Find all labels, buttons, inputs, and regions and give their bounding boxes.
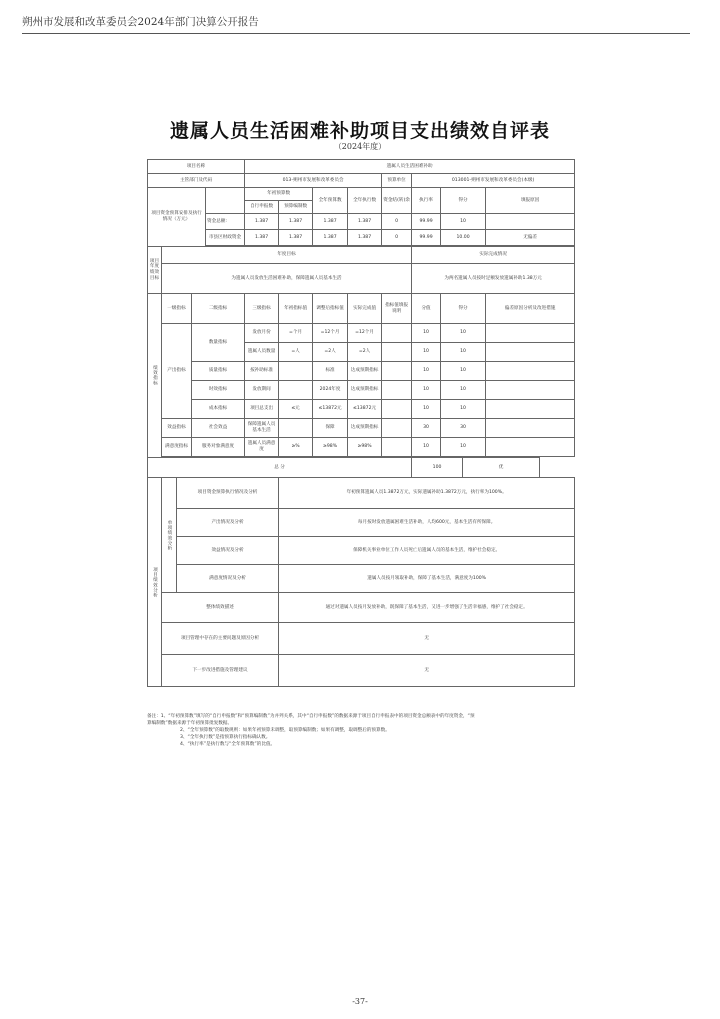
note-1: 备注：1、“年初预算数”填写的“自行申报数”和“预算编制数”为并列关系，其中“自行申报数”的数据来源于项目自行申报表中的项目资金总额表中的年度资金，“预 [147, 714, 475, 719]
ind-row-c10 [486, 400, 575, 419]
funds-total-score: 10 [441, 214, 486, 230]
ind-row-c7 [382, 438, 412, 457]
funds-city-score: 10.00 [441, 230, 486, 246]
ind-row-c3: 遗属人员满意度 [245, 438, 279, 457]
problems-label: 项目管理中存在的主要问题及原因分析 [162, 623, 279, 655]
ind-row-c2: 时效指标 [192, 381, 245, 400]
goals-actual-header: 实际完成情况 [412, 247, 575, 264]
ind-row-c4 [279, 419, 313, 438]
ind-row-c8: 30 [412, 419, 441, 438]
analysis-row-text: 遗属人员按月领取补助，保障了基本生活，满意度为100% [279, 565, 575, 593]
ind-row-c10 [486, 324, 575, 343]
funds-city-rate: 99.99 [412, 230, 441, 246]
ind-row-c9: 10 [441, 400, 486, 419]
table-notes [147, 713, 574, 749]
ind-row-c8: 10 [412, 438, 441, 457]
total-score-label: 总 分 [148, 458, 412, 478]
ind-row-c8: 10 [412, 343, 441, 362]
funds-total-balance: 0 [382, 214, 412, 230]
ind-row-c10 [486, 438, 575, 457]
ind-row-c4: =个月 [279, 324, 313, 343]
ind-row-c7 [382, 400, 412, 419]
total-score-value: 100 [412, 458, 463, 478]
funds-total-status [486, 214, 575, 230]
ind-row-c5: =2人 [313, 343, 348, 362]
unit-label: 预算单位 [382, 174, 412, 188]
project-name-value: 遗属人员生活困难补助 [245, 160, 575, 174]
doc-year: （2024年度） [333, 142, 387, 151]
hdr-adjusted-value: 调整后指标值 [313, 294, 348, 324]
header-rule [22, 33, 690, 34]
funds-score-label: 得分 [441, 188, 486, 214]
ind-row-c3: 按补助标准 [245, 362, 279, 381]
overall-text: 通过对遗属人员按月发放补助，既保障了基本生活，又进一步增强了生活幸福感，维护了社会稳定。 [279, 593, 575, 623]
ind-row-c5: ≤13872元 [313, 400, 348, 419]
total-score-remark: 优 [463, 458, 540, 478]
note-1b: 算编制数”数据来源于年初预算批复数据。 [147, 721, 233, 727]
balance-label: 资金结(转)余 [382, 188, 412, 214]
ind-row-c6: =2人 [348, 343, 382, 362]
effect-indicator-label: 效益指标 [162, 419, 192, 438]
ind-row-c4: ≥% [279, 438, 313, 457]
ind-row-c4 [279, 381, 313, 400]
hdr-level2: 二级指标 [192, 294, 245, 324]
funds-city-approved: 1.387 [279, 230, 313, 246]
ind-row-c8: 10 [412, 400, 441, 419]
self-declared-label: 自行申报数 [245, 201, 279, 214]
ind-row-c9: 10 [441, 343, 486, 362]
ind-row-c3: 发放期间 [245, 381, 279, 400]
ind-row-c9: 10 [441, 381, 486, 400]
output-indicator-label: 产出指标 [162, 324, 192, 419]
evaluation-table [147, 159, 575, 687]
ind-row-c8: 10 [412, 381, 441, 400]
funds-city-balance: 0 [382, 230, 412, 246]
analysis-side-label: 项目绩效分析 [148, 478, 162, 687]
ind-row-c3: 发放月份 [245, 324, 279, 343]
running-header: 朔州市发展和改革委员会2024年部门决算公开报告 [22, 16, 259, 28]
ind-row-c6: =12个月 [348, 324, 382, 343]
hdr-deviation: 偏差原因分析及改进措施 [486, 294, 575, 324]
hdr-level1: 一级指标 [162, 294, 192, 324]
ind-row-c6: 达成预期指标 [348, 362, 382, 381]
goals-actual-text: 为两名遗属人员按时足额发放遗属补助1.38万元 [412, 264, 575, 294]
satisfaction-indicator-label: 满意度指标 [162, 438, 192, 457]
ind-row-c9: 10 [441, 362, 486, 381]
hdr-weight: 分值 [412, 294, 441, 324]
approved-label: 预算编制数 [279, 201, 313, 214]
ind-row-c5: =12个月 [313, 324, 348, 343]
funds-blank [206, 188, 245, 214]
goals-target-header: 年度目标 [162, 247, 412, 264]
funds-city-name: 市县区财政资金 [206, 230, 245, 246]
funds-total-self: 1.387 [245, 214, 279, 230]
note-3: 3、“全年执行数”是指预算执行指标确认数。 [180, 735, 271, 741]
exec-rate-label: 执行率 [412, 188, 441, 214]
funds-group-label: 项目资金预算安排及执行情况（万元） [148, 188, 206, 247]
hdr-actual-value: 实际完成值 [348, 294, 382, 324]
ind-row-c4: =人 [279, 343, 313, 362]
ind-row-c6: ≤13872元 [348, 400, 382, 419]
ind-row-c3: 保障遗属人员基本生活 [245, 419, 279, 438]
funds-city-annual: 1.387 [313, 230, 348, 246]
ind-row-c9: 10 [441, 438, 486, 457]
analysis-row-label: 满意度情况及分析 [177, 565, 279, 593]
ind-row-c7 [382, 419, 412, 438]
ind-row-c10 [486, 343, 575, 362]
ind-row-c4 [279, 362, 313, 381]
note-2: 2、“全年预算数”的取数规则：如果年初预算未调整，取预算编制数；如果有调整，取调整后的预算数。 [180, 728, 390, 734]
ind-row-c8: 10 [412, 324, 441, 343]
overall-label: 整体绩效描述 [162, 593, 279, 623]
ind-row-c9: 10 [441, 324, 486, 343]
quantity-indicator-label: 数量指标 [192, 324, 245, 362]
ind-row-c2: 质量指标 [192, 362, 245, 381]
problems-text: 无 [279, 623, 575, 655]
ind-row-c6: 达成预期指标 [348, 419, 382, 438]
funds-total-exec: 1.387 [348, 214, 382, 230]
hdr-score: 得分 [441, 294, 486, 324]
funds-city-self: 1.387 [245, 230, 279, 246]
ind-row-c5: ≥98% [313, 438, 348, 457]
ind-row-c10 [486, 362, 575, 381]
analysis-row-label: 效益情况及分析 [177, 537, 279, 565]
project-name-label: 项目名称 [148, 160, 245, 174]
ind-row-c3: 遗属人员数量 [245, 343, 279, 362]
ind-row-c10 [486, 381, 575, 400]
ind-row-c5: 保障 [313, 419, 348, 438]
goals-side-label: 项目年度绩效目标 [148, 247, 162, 294]
analysis-row-text: 保障机关事业单位工作人员死亡后遗属人员的基本生活，维护社会稳定。 [279, 537, 575, 565]
note-4: 4、“执行率”是执行数与“全年预算数”的比值。 [180, 742, 276, 748]
funds-total-name: 资金总额: [206, 214, 245, 230]
ind-row-c3: 项目总支出 [245, 400, 279, 419]
ind-row-c7 [382, 362, 412, 381]
next-steps-label: 下一步改进措施及管理建议 [162, 655, 279, 687]
annual-budget-label: 全年预算数 [313, 188, 348, 214]
ind-row-c7 [382, 324, 412, 343]
indicators-side-label: 绩效指标 [148, 294, 162, 458]
ind-row-c2: 成本指标 [192, 400, 245, 419]
ind-row-c5: 标准 [313, 362, 348, 381]
dept-value: 013-朔州市发展和改革委员会 [245, 174, 382, 188]
funds-total-rate: 99.99 [412, 214, 441, 230]
unit-value: 013001-朔州市发展和改革委员会(本级) [412, 174, 575, 188]
goals-target-text: 为遗属人员发放生活困难补助，保障遗属人员基本生活 [162, 264, 412, 294]
hdr-fill-note: 指标值填报说明 [382, 294, 412, 324]
page-number: -37- [352, 997, 368, 1006]
ind-row-c5: 2024年度 [313, 381, 348, 400]
ind-row-c7 [382, 381, 412, 400]
ind-row-c8: 10 [412, 362, 441, 381]
hdr-initial-value: 年初指标值 [279, 294, 313, 324]
analysis-row-label: 产出情况及分析 [177, 509, 279, 537]
analysis-row-text: 年初预算遗属人员1.3872万元，实际遗属补助1.3872万元，执行率为100%。 [279, 478, 575, 509]
ind-row-c4: ≤元 [279, 400, 313, 419]
single-analysis-label: 单项绩效分析 [162, 478, 177, 593]
funds-city-exec: 1.387 [348, 230, 382, 246]
ind-row-c6: ≥98% [348, 438, 382, 457]
ind-row-c10 [486, 419, 575, 438]
funds-status-label: 填报原因 [486, 188, 575, 214]
ind-row-c7 [382, 343, 412, 362]
funds-total-approved: 1.387 [279, 214, 313, 230]
next-steps-text: 无 [279, 655, 575, 687]
annual-exec-label: 全年执行数 [348, 188, 382, 214]
analysis-row-label: 项目资金预算执行情况及分析 [177, 478, 279, 509]
funds-total-annual: 1.387 [313, 214, 348, 230]
hdr-level3: 三级指标 [245, 294, 279, 324]
social-benefit-label: 社会效益 [192, 419, 245, 438]
ind-row-c9: 30 [441, 419, 486, 438]
yearly-budget-label: 年初预算数 [245, 188, 313, 201]
analysis-row-text: 每月按时发放遗属困难生活补助，人均600元，基本生活有所保障。 [279, 509, 575, 537]
doc-title: 遗属人员生活困难补助项目支出绩效自评表 [169, 120, 550, 142]
dept-label: 主管部门及代码 [148, 174, 245, 188]
funds-city-status: 无偏差 [486, 230, 575, 246]
ind-row-c6: 达成预期指标 [348, 381, 382, 400]
service-satisfaction-label: 服务对象满意度 [192, 438, 245, 457]
